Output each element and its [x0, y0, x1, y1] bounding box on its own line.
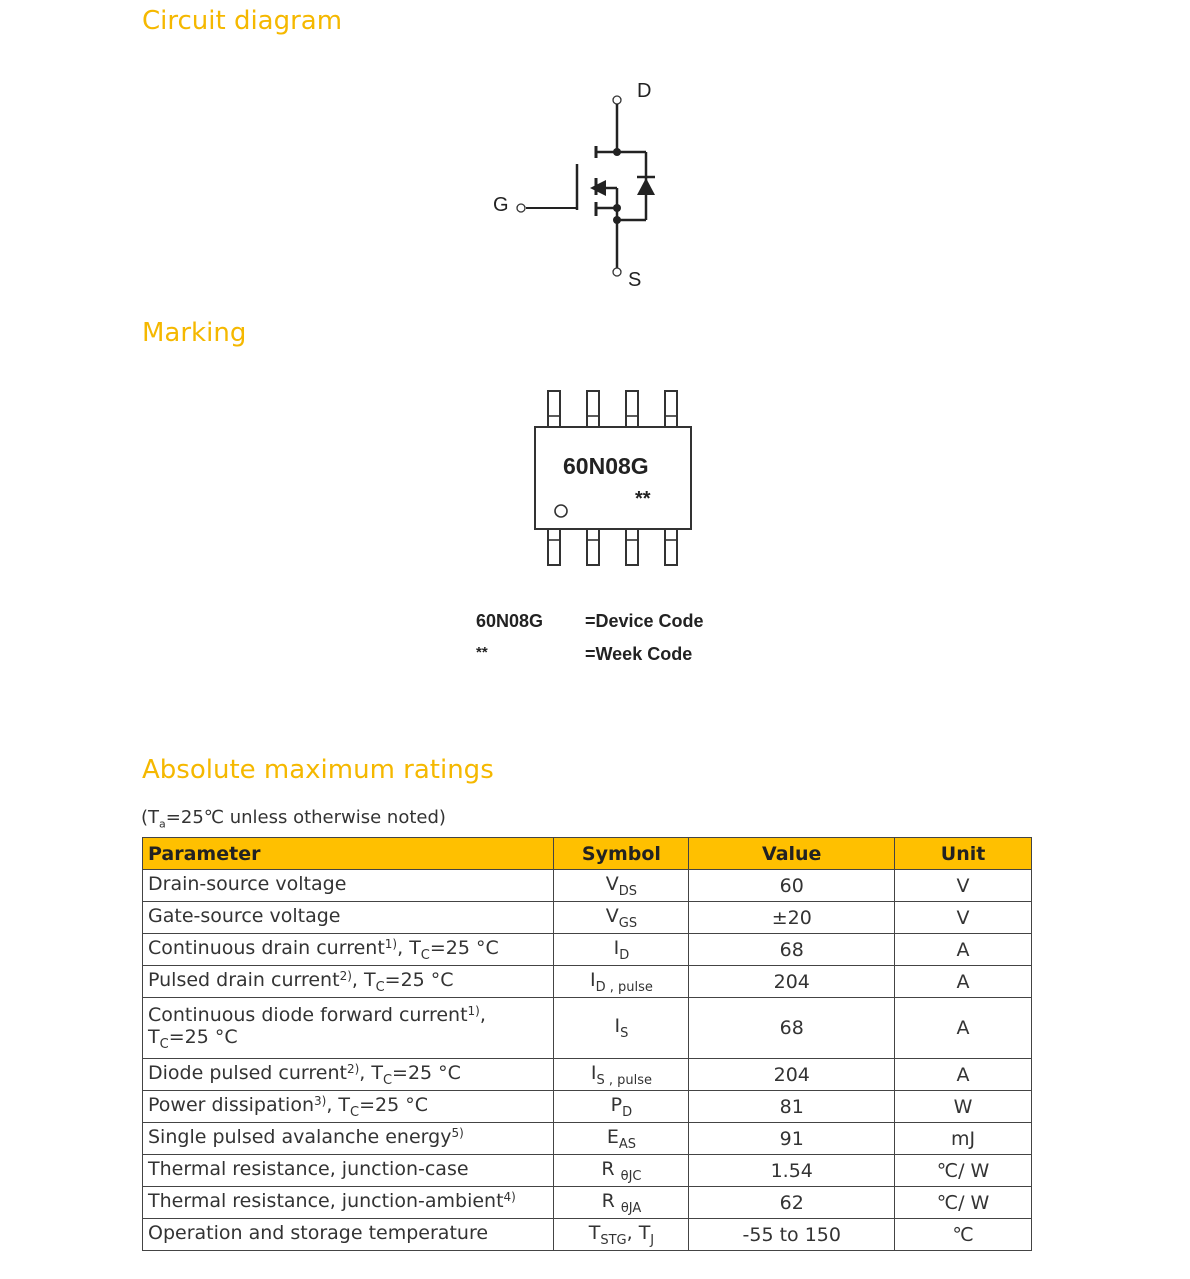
value-cell: -55 to 150 [689, 1219, 895, 1251]
value-cell: 68 [689, 998, 895, 1059]
device-code-marking: 60N08G [563, 453, 649, 479]
symbol-cell: $P_D$ [554, 1091, 689, 1123]
table-row [143, 902, 1032, 934]
legend-week-desc: =Week Code [585, 644, 693, 664]
parameter-cell: Diode pulsed current$^{2)}$, $T_C=25$ °C [143, 1059, 554, 1091]
unit-cell: A [895, 1059, 1032, 1091]
unit-cell: A [895, 934, 1032, 966]
legend-device-code: 60N08G [476, 611, 544, 631]
symbol-cell: $I_S$ [554, 998, 689, 1059]
parameter-cell: Operation and storage temperature [143, 1219, 554, 1251]
table-row [143, 1123, 1032, 1155]
header-symbol: Symbol [554, 838, 689, 870]
value-cell: 68 [689, 934, 895, 966]
header-unit: Unit [895, 838, 1032, 870]
symbol-cell: $T_{STG}$, $T_J$ [554, 1219, 689, 1251]
table-row [143, 934, 1032, 966]
symbol-cell: R $_{\theta JA}$ [554, 1187, 689, 1219]
parameter-cell: Gate-source voltage [143, 902, 554, 934]
legend-device-desc: =Device Code [585, 611, 704, 631]
header-value: Value [689, 838, 895, 870]
marking-heading: Marking [142, 318, 247, 348]
unit-cell: V [895, 870, 1032, 902]
symbol-cell: $E_{AS}$ [554, 1123, 689, 1155]
symbol-cell: R $_{\theta JC}$ [554, 1155, 689, 1187]
ratings-heading: Absolute maximum ratings [142, 755, 494, 785]
table-row [143, 1155, 1032, 1187]
table-header-row [143, 838, 1032, 870]
symbol-cell: $V_{DS}$ [554, 870, 689, 902]
package-marking [530, 388, 695, 568]
symbol-cell: $I_D$ [554, 934, 689, 966]
unit-cell: ℃ [895, 1219, 1032, 1251]
unit-cell: W [895, 1091, 1032, 1123]
value-cell: 81 [689, 1091, 895, 1123]
parameter-cell: Thermal resistance, junction-ambient$^{4)}$ [143, 1187, 554, 1219]
week-code-marking: ** [635, 488, 651, 510]
value-cell: 1.54 [689, 1155, 895, 1187]
parameter-cell: Pulsed drain current$^{2)}$, $T_C=25$ °C [143, 966, 554, 998]
value-cell: ±20 [689, 902, 895, 934]
parameter-cell: Single pulsed avalanche energy$^{5)}$ [143, 1123, 554, 1155]
parameter-cell: Drain-source voltage [143, 870, 554, 902]
circuit-diagram-heading: Circuit diagram [142, 6, 343, 36]
table-row [143, 998, 1032, 1059]
unit-cell: A [895, 998, 1032, 1059]
value-cell: 62 [689, 1187, 895, 1219]
absolute-maximum-ratings-table [142, 837, 1032, 1251]
table-row [143, 1091, 1032, 1123]
table-row [143, 966, 1032, 998]
unit-cell: mJ [895, 1123, 1032, 1155]
symbol-cell: $V_{GS}$ [554, 902, 689, 934]
legend-week-code: ** [476, 644, 488, 661]
header-parameter: Parameter [143, 838, 554, 870]
drain-label: D [637, 80, 652, 102]
parameter-cell: Power dissipation$^{3)}$, $T_C=25$ °C [143, 1091, 554, 1123]
table-row [143, 1219, 1032, 1251]
table-row [143, 1059, 1032, 1091]
symbol-cell: $I_{S , pulse}$ [554, 1059, 689, 1091]
table-row [143, 870, 1032, 902]
unit-cell: V [895, 902, 1032, 934]
unit-cell: ℃/ W [895, 1155, 1032, 1187]
source-label: S [628, 269, 642, 291]
unit-cell: ℃/ W [895, 1187, 1032, 1219]
table-row [143, 1187, 1032, 1219]
value-cell: 204 [689, 966, 895, 998]
parameter-cell: Continuous diode forward current$^{1)}$, $T_C=25$ °C [143, 998, 554, 1059]
value-cell: 204 [689, 1059, 895, 1091]
parameter-cell: Thermal resistance, junction-case [143, 1155, 554, 1187]
mosfet-symbol [480, 70, 680, 295]
unit-cell: A [895, 966, 1032, 998]
symbol-cell: $I_{D , pulse}$ [554, 966, 689, 998]
gate-label: G [493, 194, 509, 216]
value-cell: 91 [689, 1123, 895, 1155]
value-cell: 60 [689, 870, 895, 902]
ratings-condition-note: ($T_a=25℃$ unless otherwise noted) [141, 807, 446, 831]
parameter-cell: Continuous drain current$^{1)}$, $T_C=25$ °C [143, 934, 554, 966]
